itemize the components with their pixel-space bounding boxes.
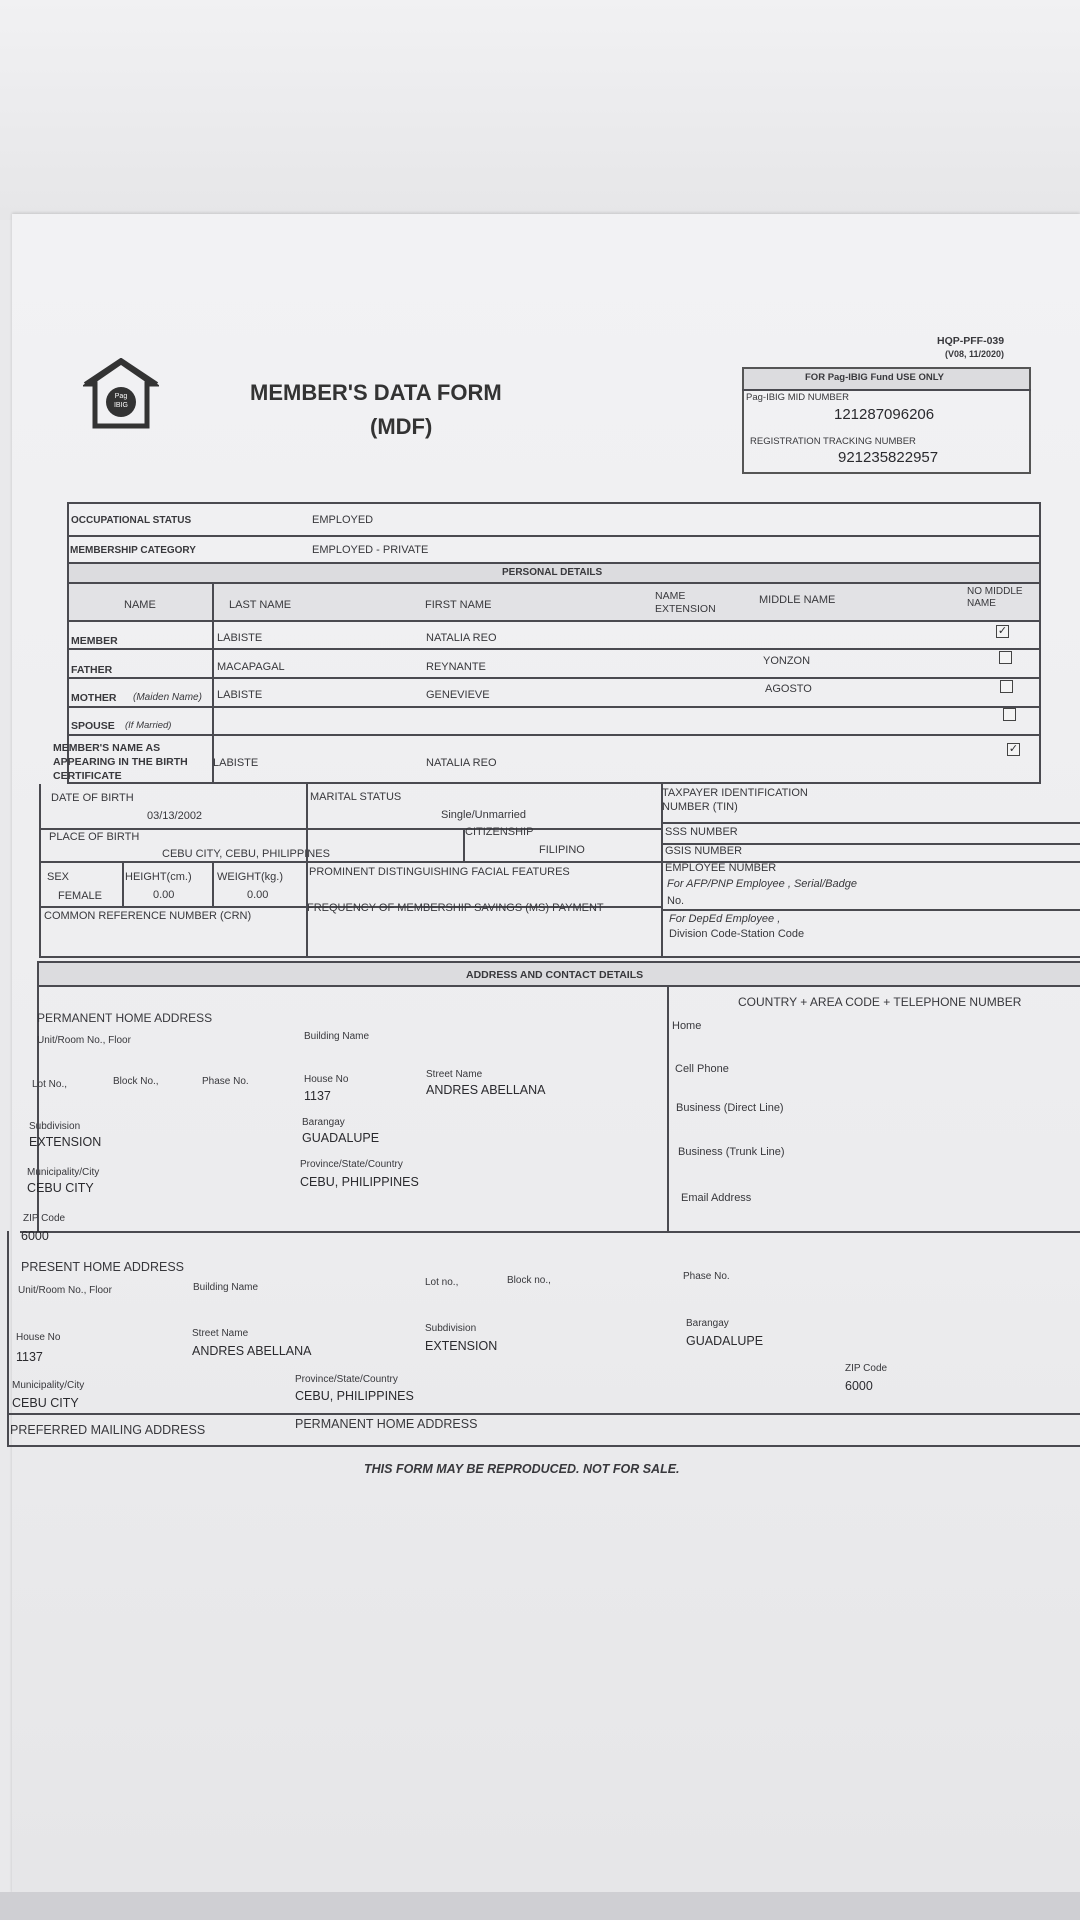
- form-title: MEMBER'S DATA FORM: [250, 380, 502, 405]
- pres-house: 1137: [16, 1350, 43, 1364]
- pres-street-label: Street Name: [192, 1328, 249, 1339]
- perm-zip: 6000: [21, 1229, 49, 1243]
- row-member-label: MEMBER: [71, 635, 118, 647]
- mid-label: Pag-IBIG MID NUMBER: [746, 392, 849, 403]
- father-last: MACAPAGAL: [217, 661, 285, 673]
- perm-city: CEBU CITY: [27, 1181, 94, 1195]
- pres-city: CEBU CITY: [12, 1396, 79, 1410]
- perm-building-label: Building Name: [304, 1031, 370, 1042]
- pres-subdivision: EXTENSION: [425, 1339, 498, 1353]
- rtn-number: 921235822957: [838, 449, 939, 466]
- mailing-value: PERMANENT HOME ADDRESS: [295, 1417, 478, 1431]
- spouse-note: (If Married): [125, 720, 172, 731]
- pob-value: CEBU CITY, CEBU, PHILIPPINES: [162, 848, 330, 860]
- present-title: PRESENT HOME ADDRESS: [21, 1260, 185, 1274]
- col-no-middle-name: NO MIDDLE NAME: [967, 586, 1023, 609]
- contact-cell-label: Cell Phone: [675, 1063, 729, 1075]
- afp-note-2: No.: [667, 895, 685, 907]
- perm-subdivision: EXTENSION: [29, 1135, 102, 1149]
- frequency-label: FREQUENCY OF MEMBERSHIP SAVINGS (MS) PAYMENT: [307, 902, 604, 914]
- pres-barangay: GUADALUPE: [686, 1334, 764, 1348]
- permanent-title: PERMANENT HOME ADDRESS: [37, 1011, 213, 1025]
- contact-title: COUNTRY + AREA CODE + TELEPHONE NUMBER: [738, 995, 1022, 1009]
- personal-details-title: PERSONAL DETAILS: [502, 567, 603, 578]
- gsis-label: GSIS NUMBER: [665, 845, 743, 857]
- col-middle-name: MIDDLE NAME: [759, 594, 836, 606]
- pres-unit-label: Unit/Room No., Floor: [18, 1285, 112, 1296]
- mother-first: GENEVIEVE: [426, 689, 490, 701]
- pres-building-label: Building Name: [193, 1282, 259, 1293]
- row-birth-cert-label: MEMBER'S NAME AS APPEARING IN THE BIRTH CERTIFICATE: [53, 742, 188, 782]
- form-version: (V08, 11/2020): [945, 349, 1005, 359]
- membership-category-label: MEMBERSHIP CATEGORY: [70, 545, 196, 556]
- sex-label: SEX: [47, 871, 70, 883]
- pres-zip: 6000: [845, 1379, 873, 1393]
- marital-label: MARITAL STATUS: [310, 791, 402, 803]
- background: [0, 0, 1080, 220]
- occupational-status-label: OCCUPATIONAL STATUS: [71, 515, 192, 526]
- height-value: 0.00: [153, 889, 175, 901]
- birth-cert-first: NATALIA REO: [426, 757, 497, 769]
- address-section-title: ADDRESS AND CONTACT DETAILS: [466, 969, 644, 981]
- height-label: HEIGHT(cm.): [125, 871, 192, 883]
- perm-city-label: Municipality/City: [27, 1167, 100, 1178]
- deped-note-2: Division Code-Station Code: [669, 928, 805, 940]
- occupational-status-value: EMPLOYED: [312, 514, 374, 526]
- perm-unit-label: Unit/Room No., Floor: [37, 1035, 131, 1046]
- mother-no-middle-checkbox[interactable]: [1000, 680, 1013, 693]
- citizenship-value: FILIPINO: [539, 844, 585, 856]
- pres-province-label: Province/State/Country: [295, 1374, 398, 1385]
- contact-direct-label: Business (Direct Line): [676, 1102, 784, 1114]
- pres-barangay-label: Barangay: [686, 1318, 729, 1329]
- birth-cert-last: LABISTE: [213, 757, 259, 769]
- dob-value: 03/13/2002: [147, 810, 203, 822]
- col-last-name: LAST NAME: [229, 599, 292, 611]
- perm-house: 1137: [304, 1089, 331, 1103]
- pres-lot-label: Lot no.,: [425, 1277, 459, 1288]
- svg-text:Pag: Pag: [114, 393, 128, 400]
- pres-phase-label: Phase No.: [683, 1271, 730, 1282]
- perm-block-label: Block No.,: [113, 1076, 159, 1087]
- row-spouse-label: SPOUSE: [71, 720, 115, 732]
- member-last: LABISTE: [217, 632, 263, 644]
- mailing-label: PREFERRED MAILING ADDRESS: [10, 1423, 206, 1437]
- perm-subdivision-label: Subdivision: [29, 1121, 81, 1132]
- perm-phase-label: Phase No.: [202, 1076, 249, 1087]
- perm-barangay: GUADALUPE: [302, 1131, 380, 1145]
- perm-house-label: House No: [304, 1074, 349, 1085]
- table-edge: [0, 1892, 1080, 1920]
- perm-street: ANDRES ABELLANA: [426, 1083, 546, 1097]
- pres-subdivision-label: Subdivision: [425, 1323, 477, 1334]
- father-middle: YONZON: [763, 655, 811, 667]
- pres-city-label: Municipality/City: [12, 1380, 85, 1391]
- member-no-middle-checkbox[interactable]: ✓: [997, 625, 1008, 637]
- membership-category-value: EMPLOYED - PRIVATE: [312, 544, 429, 556]
- col-name: NAME: [124, 599, 156, 611]
- afp-note: For AFP/PNP Employee , Serial/Badge: [667, 878, 857, 890]
- mother-middle: AGOSTO: [765, 683, 812, 695]
- spouse-no-middle-checkbox[interactable]: [1003, 708, 1016, 721]
- form-subtitle: (MDF): [370, 414, 433, 439]
- features-label: PROMINENT DISTINGUISHING FACIAL FEATURES: [309, 866, 570, 878]
- pres-province: CEBU, PHILIPPINES: [295, 1389, 414, 1403]
- pagibig-logo: [83, 358, 159, 431]
- col-first-name: FIRST NAME: [425, 599, 492, 611]
- contact-home-label: Home: [672, 1020, 702, 1032]
- form-code: HQP-PFF-039: [937, 335, 1005, 347]
- perm-province-label: Province/State/Country: [300, 1159, 403, 1170]
- mid-number: 121287096206: [834, 406, 935, 423]
- row-father-label: FATHER: [71, 664, 113, 676]
- office-box-title: FOR Pag-IBIG Fund USE ONLY: [805, 372, 944, 383]
- marital-value: Single/Unmarried: [441, 809, 526, 821]
- perm-barangay-label: Barangay: [302, 1117, 345, 1128]
- col-name-extension: NAME EXTENSION: [655, 590, 716, 615]
- contact-trunk-label: Business (Trunk Line): [678, 1146, 785, 1158]
- perm-lot-label: Lot No.,: [32, 1079, 68, 1090]
- weight-label: WEIGHT(kg.): [217, 871, 283, 883]
- svg-text:IBIG: IBIG: [113, 402, 129, 409]
- father-first: REYNANTE: [426, 661, 486, 673]
- father-no-middle-checkbox[interactable]: [999, 651, 1012, 664]
- perm-street-label: Street Name: [426, 1069, 483, 1080]
- member-first: NATALIA REO: [426, 632, 497, 644]
- tin-label: TAXPAYER IDENTIFICATION NUMBER (TIN): [662, 787, 808, 813]
- employee-number-label: EMPLOYEE NUMBER: [665, 862, 777, 874]
- pres-zip-label: ZIP Code: [845, 1363, 888, 1374]
- rtn-label: REGISTRATION TRACKING NUMBER: [750, 436, 916, 447]
- dob-label: DATE OF BIRTH: [51, 792, 134, 804]
- perm-zip-label: ZIP Code: [23, 1213, 66, 1224]
- sss-label: SSS NUMBER: [665, 826, 738, 838]
- pres-house-label: House No: [16, 1332, 61, 1343]
- deped-note: For DepEd Employee ,: [669, 913, 781, 925]
- contact-email-label: Email Address: [681, 1192, 752, 1204]
- sex-value: FEMALE: [58, 890, 103, 902]
- pob-label: PLACE OF BIRTH: [49, 831, 140, 843]
- pres-street: ANDRES ABELLANA: [192, 1344, 312, 1358]
- crn-label: COMMON REFERENCE NUMBER (CRN): [44, 910, 252, 922]
- footer-note: THIS FORM MAY BE REPRODUCED. NOT FOR SALE.: [364, 1462, 680, 1476]
- weight-value: 0.00: [247, 889, 269, 901]
- perm-province: CEBU, PHILIPPINES: [300, 1175, 419, 1189]
- row-mother-label: MOTHER: [71, 692, 117, 704]
- pres-block-label: Block no.,: [507, 1275, 551, 1286]
- mother-note: (Maiden Name): [133, 692, 202, 703]
- citizenship-label: CITIZENSHIP: [465, 826, 534, 838]
- mother-last: LABISTE: [217, 689, 263, 701]
- birth-cert-no-middle-checkbox[interactable]: ✓: [1008, 743, 1019, 755]
